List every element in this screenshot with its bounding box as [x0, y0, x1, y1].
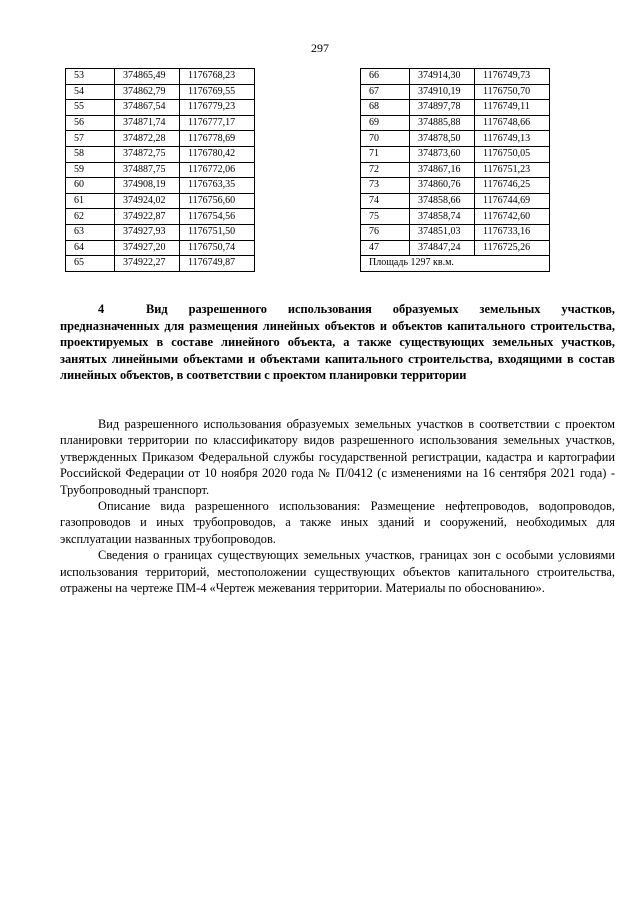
point-number: 70 [361, 131, 410, 147]
table-row [361, 178, 550, 194]
area-label: Площадь 1297 кв.м. [361, 256, 550, 272]
coord-y: 1176742,60 [475, 209, 550, 225]
coord-x: 374860,76 [410, 178, 475, 194]
coord-y: 1176750,05 [475, 146, 550, 162]
coord-x: 374872,28 [115, 131, 180, 147]
coordinates-table-right [360, 68, 550, 272]
coord-x: 374887,75 [115, 162, 180, 178]
table-row [66, 209, 255, 225]
coord-y: 1176750,74 [180, 240, 255, 256]
paragraph-use-description: Описание вида разрешенного использования: Размещение нефтепроводов, водопроводов, газопроводов и иных трубопроводов, а также иных зданий и сооружений, необходимых для эксплуатации названных трубопроводов. [60, 499, 615, 546]
point-number: 47 [361, 240, 410, 256]
coord-y: 1176748,66 [475, 115, 550, 131]
coord-x: 374897,78 [410, 100, 475, 116]
point-number: 69 [361, 115, 410, 131]
area-row [361, 256, 550, 272]
table-row [66, 84, 255, 100]
point-number: 67 [361, 84, 410, 100]
coord-x: 374862,79 [115, 84, 180, 100]
coord-x: 374914,30 [410, 69, 475, 85]
table-row [66, 146, 255, 162]
coord-x: 374908,19 [115, 178, 180, 194]
coord-y: 1176749,73 [475, 69, 550, 85]
coord-x: 374858,66 [410, 193, 475, 209]
point-number: 55 [66, 100, 115, 116]
table-row [66, 240, 255, 256]
point-number: 66 [361, 69, 410, 85]
coord-y: 1176733,16 [475, 224, 550, 240]
point-number: 64 [66, 240, 115, 256]
section-number: 4 [98, 302, 105, 316]
coord-y: 1176751,50 [180, 224, 255, 240]
coord-y: 1176749,11 [475, 100, 550, 116]
table-row [66, 256, 255, 272]
coord-y: 1176769,55 [180, 84, 255, 100]
coord-x: 374927,20 [115, 240, 180, 256]
coord-x: 374922,27 [115, 256, 180, 272]
point-number: 73 [361, 178, 410, 194]
coord-x: 374878,50 [410, 131, 475, 147]
table-row [361, 84, 550, 100]
coord-y: 1176749,13 [475, 131, 550, 147]
section-title: Вид разрешенного использования образуемых земельных участков, предназначенных для размещения линейных объектов и объектов капитального строительства, проектируемых в составе линейного объекта, а также существующих земельных участков, занятых линейными объектами и объектами капитального строительства, входящими в состав линейных объектов, в соответствии с проектом планировки территории [60, 302, 615, 382]
coordinates-table-right-body [361, 69, 550, 256]
paragraph-boundaries-info: Сведения о границах существующих земельных участков, границах зон с особыми условиями использования территорий, местоположении существующих объектов капитального строительства, отражены на чертеже ПМ-4 «Чертеж межевания территории. Материалы по обоснованию». [60, 548, 615, 596]
table-row [361, 100, 550, 116]
point-number: 72 [361, 162, 410, 178]
point-number: 57 [66, 131, 115, 147]
paragraph-permitted-use: Вид разрешенного использования образуемых земельных участков в соответствии с проектом планировки территории по классификатору видов разрешенного использования земельных участков, утвержденных Приказом Федеральной службы государственной регистрации, кадастра и картографии Российской Федерации от 10 ноября 2020 года № П/0412 (с изменениями на 16 сентября 2021 года) - Трубопроводный транспорт. [60, 417, 615, 497]
coord-x: 374865,49 [115, 69, 180, 85]
coord-x: 374873,60 [410, 146, 475, 162]
coord-y: 1176751,23 [475, 162, 550, 178]
coord-y: 1176744,69 [475, 193, 550, 209]
point-number: 65 [66, 256, 115, 272]
point-number: 68 [361, 100, 410, 116]
point-number: 62 [66, 209, 115, 225]
coord-x: 374851,03 [410, 224, 475, 240]
coord-x: 374871,74 [115, 115, 180, 131]
section-heading [60, 301, 615, 384]
table-row [66, 100, 255, 116]
coordinates-table-left [65, 68, 255, 272]
coord-y: 1176780,42 [180, 146, 255, 162]
point-number: 59 [66, 162, 115, 178]
point-number: 63 [66, 224, 115, 240]
coord-y: 1176750,70 [475, 84, 550, 100]
table-row [361, 146, 550, 162]
table-row [361, 69, 550, 85]
table-row [361, 240, 550, 256]
coord-x: 374885,88 [410, 115, 475, 131]
coord-y: 1176778,69 [180, 131, 255, 147]
coord-x: 374858,74 [410, 209, 475, 225]
coord-x: 374924,02 [115, 193, 180, 209]
point-number: 54 [66, 84, 115, 100]
coord-y: 1176772,06 [180, 162, 255, 178]
point-number: 60 [66, 178, 115, 194]
point-number: 58 [66, 146, 115, 162]
coord-y: 1176779,23 [180, 100, 255, 116]
point-number: 74 [361, 193, 410, 209]
table-row [361, 131, 550, 147]
point-number: 56 [66, 115, 115, 131]
table-row [361, 224, 550, 240]
table-row [66, 115, 255, 131]
point-number: 71 [361, 146, 410, 162]
table-row [66, 69, 255, 85]
table-row [361, 115, 550, 131]
coord-x: 374927,93 [115, 224, 180, 240]
coord-x: 374872,75 [115, 146, 180, 162]
body-text [60, 416, 615, 596]
table-row [361, 193, 550, 209]
coordinates-table-left-body [66, 69, 255, 272]
coord-y: 1176768,23 [180, 69, 255, 85]
coord-x: 374922,87 [115, 209, 180, 225]
coord-x: 374867,54 [115, 100, 180, 116]
point-number: 75 [361, 209, 410, 225]
page-number: 297 [311, 41, 329, 55]
coord-y: 1176749,87 [180, 256, 255, 272]
table-row [361, 162, 550, 178]
coord-x: 374867,16 [410, 162, 475, 178]
table-row [66, 193, 255, 209]
point-number: 61 [66, 193, 115, 209]
coord-x: 374847,24 [410, 240, 475, 256]
coord-x: 374910,19 [410, 84, 475, 100]
coord-y: 1176763,35 [180, 178, 255, 194]
table-row [66, 162, 255, 178]
table-row [66, 178, 255, 194]
point-number: 76 [361, 224, 410, 240]
table-row [361, 209, 550, 225]
table-row [66, 224, 255, 240]
coord-y: 1176746,25 [475, 178, 550, 194]
coord-y: 1176725,26 [475, 240, 550, 256]
coord-y: 1176777,17 [180, 115, 255, 131]
coord-y: 1176754,56 [180, 209, 255, 225]
coord-y: 1176756,60 [180, 193, 255, 209]
point-number: 53 [66, 69, 115, 85]
table-row [66, 131, 255, 147]
